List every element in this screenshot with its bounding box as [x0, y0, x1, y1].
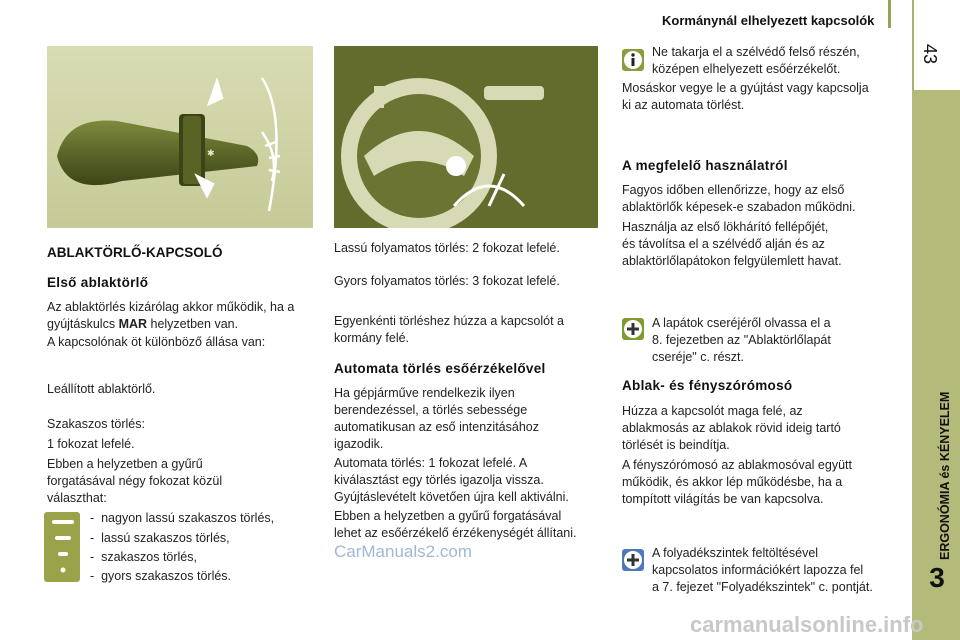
paragraph-intermittent: Szakaszos törlés: — [47, 417, 145, 431]
paragraph-auto-a: Automata törlés: 1 fokozat lefelé. A — [334, 456, 528, 470]
text-segment: helyzetben van. — [147, 317, 239, 331]
header-divider — [888, 0, 891, 28]
list-item-text: gyors szakaszos törlés. — [101, 569, 232, 583]
paragraph-auto-b: kiválasztást egy törlés igazolja vissza. — [334, 473, 544, 487]
section-heading: ABLAKTÖRLŐ-KAPCSOLÓ — [47, 245, 223, 260]
paragraph-ring-c: választhat: — [47, 491, 107, 505]
paragraph-headlamp-a: A fényszórómosó az ablakmosóval együtt — [622, 458, 852, 472]
paragraph-sensitivity-a: Ebben a helyzetben a gyűrű forgatásával — [334, 509, 562, 523]
paragraph-ring-a: Ebben a helyzetben a gyűrű — [47, 457, 203, 471]
list-item-text: lassú szakaszos törlés, — [101, 531, 230, 545]
paragraph-ignition-b — [47, 316, 238, 333]
list-item-text: szakaszos törlés, — [101, 550, 197, 564]
svg-text:✱: ✱ — [207, 149, 215, 159]
paragraph-positions: A kapcsolónak öt különböző állása van: — [47, 335, 266, 349]
watermark-carmanuals: CarManuals2.com — [334, 542, 472, 561]
plus-icon — [622, 549, 644, 571]
paragraph-single-wipe-b: kormány felé. — [334, 331, 410, 345]
paragraph-single-wipe-a: Egyenkénti törléshez húzza a kapcsolót a — [334, 314, 564, 328]
list-item: - szakaszos törlés, — [90, 550, 197, 564]
paragraph-snow-b: és távolítsa el a szélvédő alján és az — [622, 237, 825, 251]
key-position-bold: MAR — [118, 317, 148, 331]
plus-note-2-b: kapcsolatos információkért lapozza fel — [652, 563, 864, 577]
chapter-label: ERGONÓMIA és KÉNYELEM — [938, 391, 952, 560]
paragraph-snow-a: Használja az első lökhárító fellépőjét, — [622, 220, 829, 234]
plus-note-1-b: 8. fejezetben az "Ablaktörlőlapát — [652, 333, 831, 347]
paragraph-fast-continuous: Gyors folyamatos törlés: 3 fokozat lefelé. — [334, 274, 560, 288]
paragraph-frost-b: ablaktörlők képesek-e szabadon működni. — [622, 200, 856, 214]
paragraph-washing-a: Mosáskor vegye le a gyújtást vagy kapcsolja — [622, 81, 869, 95]
text-segment: gyújtáskulcs — [47, 317, 119, 331]
subheading-rain-sensor: Automata törlés esőérzékelővel — [334, 361, 546, 376]
plus-note-1-a: A lapátok cseréjéről olvassa el a — [652, 316, 831, 330]
chapter-number: 3 — [929, 562, 945, 593]
paragraph-rain-b: berendezéssel, a törlés sebessége — [334, 403, 528, 417]
subheading-proper-use: A megfelelő használatról — [622, 158, 788, 173]
plus-icon — [622, 318, 644, 340]
paragraph-rain-c: automatikusan az eső intenzitásához — [334, 420, 539, 434]
subheading-front-wiper: Első ablaktörlő — [47, 275, 149, 290]
paragraph-slow-continuous: Lassú folyamatos törlés: 2 fokozat lefelé. — [334, 241, 560, 255]
chapter-sidebar — [912, 90, 960, 640]
paragraph-auto-c: Gyújtáslevételt követően újra kell aktiválni. — [334, 490, 569, 504]
steering-wheel-image — [334, 46, 598, 228]
paragraph-pull-a: Húzza a kapcsolót maga felé, az — [622, 404, 803, 418]
paragraph-pull-b: ablakmosás az ablakok rövid ideig tartó — [622, 421, 841, 435]
paragraph-ring-b: forgatásával négy fokozat közül — [47, 474, 223, 488]
paragraph-washing-b: ki az automata törlést. — [622, 98, 745, 112]
wiper-stalk-image — [47, 46, 313, 228]
info-note-a: Ne takarja el a szélvédő felső részén, — [652, 45, 860, 59]
paragraph-headlamp-b: működik, és akkor lép működésbe, ha a — [622, 475, 843, 489]
plus-note-2-a: A folyadékszintek feltöltésével — [652, 546, 819, 560]
watermark-footer: carmanualsonline.info — [690, 612, 924, 637]
list-item-text: nagyon lassú szakaszos törlés, — [101, 511, 275, 525]
paragraph-step-one: 1 fokozat lefelé. — [47, 437, 135, 451]
page-number: 43 — [920, 44, 940, 65]
sidebar-top-line — [912, 0, 914, 92]
paragraph-headlamp-c: tompított világítás be van kapcsolva. — [622, 492, 824, 506]
paragraph-ignition-a: Az ablaktörlés kizárólag akkor működik, ha a — [47, 300, 295, 314]
list-item: - lassú szakaszos törlés, — [90, 531, 230, 545]
paragraph-sensitivity-b: lehet az esőérzékelő érzékenységét állítani. — [334, 526, 577, 540]
paragraph-rain-d: igazodik. — [334, 437, 384, 451]
subheading-washer: Ablak- és fényszórómosó — [622, 378, 793, 393]
paragraph-stopped: Leállított ablaktörlő. — [47, 382, 156, 396]
intermittent-speed-icon — [44, 512, 80, 582]
paragraph-frost-a: Fagyos időben ellenőrizze, hogy az első — [622, 183, 845, 197]
plus-note-1-c: cseréje" c. részt. — [652, 350, 744, 364]
plus-note-2-c: a 7. fejezet "Folyadékszintek" c. pontját. — [652, 580, 873, 594]
list-item: - gyors szakaszos törlés. — [90, 569, 232, 583]
info-icon — [622, 49, 644, 71]
info-note-b: középen elhelyezett esőérzékelőt. — [652, 62, 841, 76]
paragraph-rain-a: Ha gépjárműve rendelkezik ilyen — [334, 386, 515, 400]
paragraph-pull-c: törlését is beindítja. — [622, 438, 730, 452]
page-header-title: Kormánynál elhelyezett kapcsolók — [662, 13, 875, 28]
list-item: - nagyon lassú szakaszos törlés, — [90, 511, 275, 525]
paragraph-snow-c: ablaktörlőlapátokon felgyülemlett havat. — [622, 254, 842, 268]
